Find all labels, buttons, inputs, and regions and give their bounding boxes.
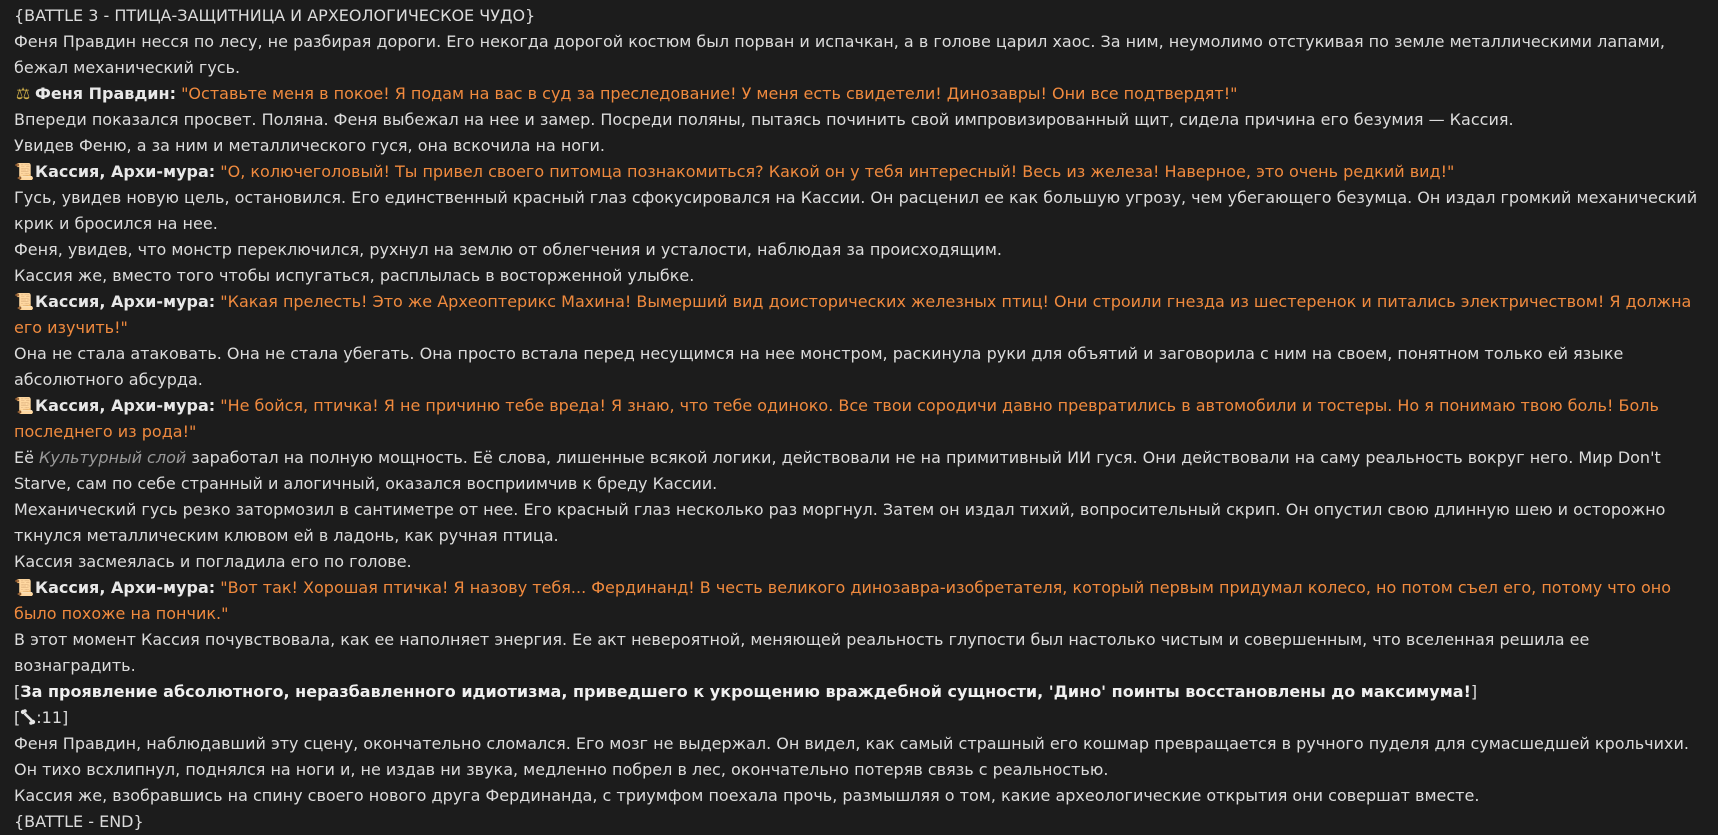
bracket: ] [1470, 682, 1478, 701]
dialogue-quote: "Оставьте меня в покое! Я подам на вас в суд за преследование! У меня есть свидетели! Динозавры! Они все подтвердят!" [181, 84, 1238, 103]
narration-paragraph: Феня Правдин, наблюдавший эту сцену, окончательно сломался. Его мозг не выдержал. Он видел, как самый страшный его кошмар превращается в ручного пуделя для сумасшедшей крольчихи. [14, 734, 1689, 753]
narration-paragraph: Механический гусь резко затормозил в сантиметре от нее. Его красный глаз несколько раз моргнул. Затем он издал тихий, вопросительный скрип. Он опустил свою длинную шею и осторожно ткнулся металлическим клювом ей в ладонь, как ручная птица. [14, 500, 1666, 545]
dialogue-line [14, 393, 1704, 445]
bracket: [ [14, 708, 21, 727]
dialogue-quote: "Какая прелесть! Это же Археоптерикс Махина! Вымерший вид доисторических железных птиц! Они строили гнезда из шестеренок и питались электричеством! Я должна его изучить!" [14, 292, 1692, 337]
narration-paragraph: Увидев Феню, а за ним и металлического гуся, она вскочила на ноги. [14, 136, 605, 155]
bone-icon [20, 705, 36, 731]
speaker-name: Кассия, Архи-мура: [35, 292, 216, 311]
scroll-icon: 📜 [14, 162, 34, 181]
dialogue-line [14, 289, 1704, 341]
reward-notice [14, 679, 1704, 705]
narration-paragraph: Гусь, увидев новую цель, остановился. Его единственный красный глаз сфокусировался на Кассии. Он расценил ее как большую угрозу, чем убегающего безумца. Он издал громкий механический крик и бросился на нее. [14, 188, 1698, 233]
bracket: [ [14, 682, 21, 701]
narration-paragraph: Она не стала атаковать. Она не стала убегать. Она просто встала перед несущимся на нее монстром, раскинула руки для объятий и заговорила с ним на своем, понятном только ей языке абсолютного абсурда. [14, 344, 1624, 389]
narration-paragraph: Феня, увидев, что монстр переключился, рухнул на землю от облегчения и усталости, наблюдая за происходящим. [14, 240, 1002, 259]
battle-footer: {BATTLE - END} [14, 812, 144, 831]
scroll-icon: 📜 [14, 292, 34, 311]
scales-icon: ⚖ [15, 84, 31, 103]
dialogue-quote: "О, колючеголовый! Ты привел своего питомца познакомиться? Какой он у тебя интересный! Весь из железа! Наверное, это очень редкий вид!" [220, 162, 1455, 181]
text-run: заработал на полную мощность. Её слова, лишенные всякой логики, действовали не на примитивный ИИ гуся. Они действовали на саму реальность вокруг него. Мир Don't Starve, сам по себе странный и алогичный, оказался восприимчив к бреду Кассии. [14, 448, 1661, 493]
points-counter [14, 705, 1704, 731]
reward-text: За проявление абсолютного, неразбавленного идиотизма, приведшего к укрощению враждебной сущности, 'Дино' поинты восстановлены до максимума! [20, 682, 1471, 701]
speaker-name: Кассия, Архи-мура: [35, 396, 216, 415]
skill-name: Культурный слой [39, 448, 187, 467]
scroll-icon: 📜 [14, 578, 34, 597]
dialogue-line [14, 159, 1704, 185]
speaker-name: Кассия, Архи-мура: [35, 578, 216, 597]
text-run: Её [14, 448, 40, 467]
speaker-name: Кассия, Архи-мура: [35, 162, 216, 181]
dialogue-quote: "Вот так! Хорошая птичка! Я назову тебя... Фердинанд! В честь великого динозавра-изобретателя, который первым придумал колесо, но потом съел его, потому что оно было похоже на пончик." [14, 578, 1671, 623]
dialogue-line [14, 81, 1704, 107]
dialogue-line [14, 575, 1704, 627]
narration-paragraph: Кассия засмеялась и погладила его по голове. [14, 552, 412, 571]
speaker-name: Феня Правдин: [35, 84, 176, 103]
narration-paragraph [14, 445, 1704, 497]
points-value: :11] [36, 708, 69, 727]
narration-paragraph: Он тихо всхлипнул, поднялся на ноги и, не издав ни звука, медленно побрел в лес, окончательно потеряв связь с реальностью. [14, 760, 1109, 779]
scroll-icon: 📜 [14, 396, 34, 415]
dialogue-quote: "Не бойся, птичка! Я не причиню тебе вреда! Я знаю, что тебе одиноко. Все твои сородичи давно превратились в автомобили и тостеры. Но я понимаю твою боль! Боль последнего из рода!" [14, 396, 1659, 441]
battle-header: {BATTLE 3 - ПТИЦА-ЗАЩИТНИЦА И АРХЕОЛОГИЧЕСКОЕ ЧУДО} [14, 6, 536, 25]
narration-paragraph: Кассия же, вместо того чтобы испугаться, расплылась в восторженной улыбке. [14, 266, 695, 285]
narration-paragraph: Впереди показался просвет. Поляна. Феня выбежал на нее и замер. Посреди поляны, пытаясь починить свой импровизированный щит, сидела причина его безумия — Кассия. [14, 110, 1514, 129]
narration-paragraph: Феня Правдин несся по лесу, не разбирая дороги. Его некогда дорогой костюм был порван и испачкан, а в голове царил хаос. За ним, неумолимо отстукивая по земле металлическими лапами, бежал механический гусь. [14, 32, 1666, 77]
narration-paragraph: В этот момент Кассия почувствовала, как ее наполняет энергия. Ее акт невероятной, меняющей реальность глупости был настолько чистым и совершенным, что вселенная решила ее вознаградить. [14, 630, 1590, 675]
narration-paragraph: Кассия же, взобравшись на спину своего нового друга Фердинанда, с триумфом поехала прочь, размышляя о том, какие археологические открытия они совершат вместе. [14, 786, 1480, 805]
